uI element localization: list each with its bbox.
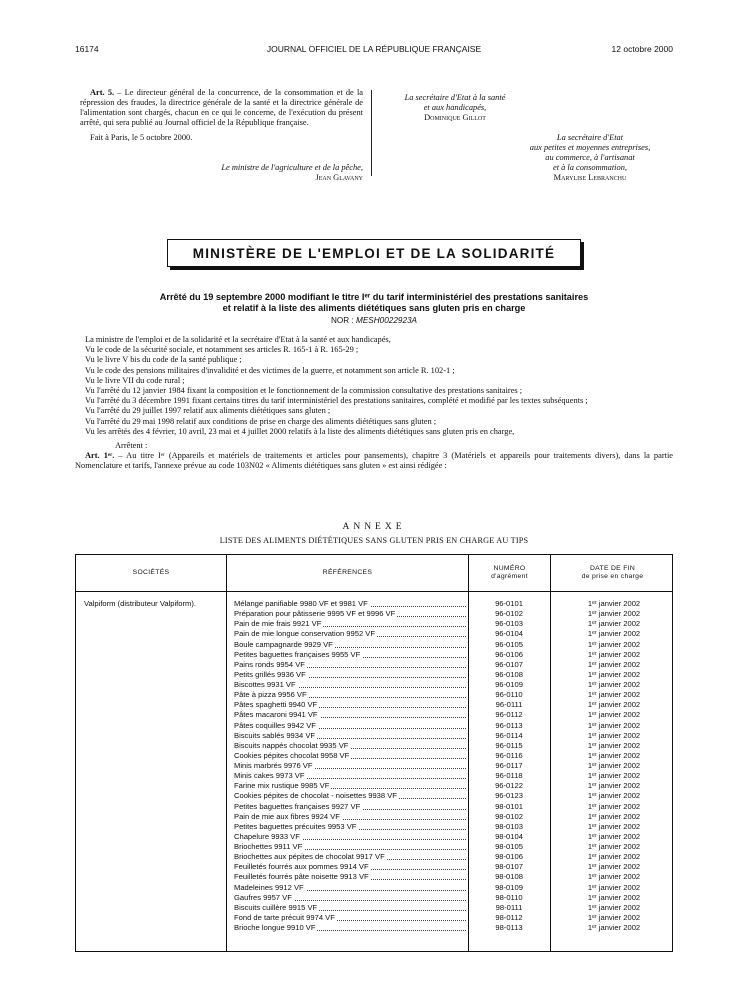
table-row (76, 650, 674, 660)
article-5-paragraph (80, 88, 363, 128)
annexe-title: ANNEXE (342, 522, 406, 532)
table-row (76, 791, 674, 801)
visa-item: Vu l'arrêté du 29 juillet 1997 relatif aux aliments diététiques sans gluten ; (85, 406, 331, 416)
row-date: 1ᵉʳ janvier 2002 (587, 862, 641, 872)
row-numero: 96-0106 (495, 649, 523, 659)
signature-agriculture (80, 163, 363, 183)
row-date: 1ᵉʳ janvier 2002 (587, 781, 641, 791)
table-row (76, 893, 674, 903)
row-reference (234, 680, 466, 690)
column-header-references (227, 555, 468, 591)
arretent: Arrêtent : (115, 441, 148, 451)
table-row (76, 812, 674, 822)
row-numero: 96-0108 (495, 669, 523, 679)
row-numero: 96-0118 (495, 771, 523, 781)
row-reference (234, 731, 466, 741)
nor-reference (90, 316, 658, 325)
issue-date: 12 octobre 2000 (611, 44, 673, 54)
row-date: 1ᵉʳ janvier 2002 (587, 882, 641, 892)
row-reference-label: Minis marbrés 9976 VF (234, 761, 313, 770)
row-numero: 98-0113 (495, 923, 523, 932)
row-numero: 98-0110 (495, 892, 523, 902)
row-reference-label: Petites baguettes précuites 9953 VF (234, 821, 357, 831)
row-reference (234, 609, 466, 619)
table-row (76, 680, 674, 690)
table-row (76, 660, 674, 670)
table-row (76, 599, 674, 609)
row-reference-label: Cookies pépites chocolat 9958 VF (234, 750, 350, 760)
row-reference-label: Pains ronds 9954 VF (234, 659, 305, 669)
row-reference-label: Biscuits nappés chocolat 9935 VF (234, 740, 349, 750)
row-numero: 96-0109 (495, 680, 523, 689)
table-row (76, 822, 674, 832)
row-reference (234, 781, 466, 791)
annexe-subtitle: LISTE DES ALIMENTS DIÉTÉTIQUES SANS GLUTEN PRIS EN CHARGE AU TIPS (219, 536, 529, 545)
row-numero: 96-0111 (495, 700, 523, 710)
table-rows (76, 599, 674, 933)
row-reference (234, 619, 466, 629)
table-row (76, 731, 674, 741)
signature-handicap (380, 93, 530, 123)
row-numero: 98-0106 (495, 852, 523, 862)
company-name: Valpiform (distributeur Valpiform). (84, 599, 196, 608)
row-reference (234, 629, 466, 639)
row-reference-label: Feuilletés fourrés pâte noisette 9913 VF (234, 872, 369, 882)
row-date: 1ᵉʳ janvier 2002 (587, 740, 641, 750)
row-reference (234, 791, 466, 801)
row-reference-label: Briochettes 9911 VF (234, 842, 303, 851)
table-row (76, 852, 674, 862)
row-reference (234, 832, 466, 842)
column-header-date (551, 555, 674, 591)
row-date: 1ᵉʳ janvier 2002 (587, 852, 641, 862)
row-reference (234, 812, 466, 822)
row-date: 1ᵉʳ janvier 2002 (587, 609, 641, 619)
column-header-numero-line-1: NUMÉRO (493, 565, 526, 572)
signature-agriculture-name: Jean Glavany (315, 173, 363, 182)
row-date: 1ᵉʳ janvier 2002 (587, 619, 641, 629)
row-reference-label: Biscottes 9931 VF (234, 680, 296, 689)
table-row (76, 761, 674, 771)
row-date: 1ᵉʳ janvier 2002 (587, 923, 641, 932)
signature-pme-title-3: au commerce, à l'artisanat (545, 153, 635, 162)
row-reference-label: Pâtes macaroni 9941 VF (234, 710, 318, 720)
row-date: 1ᵉʳ janvier 2002 (587, 771, 641, 781)
row-numero: 98-0111 (495, 902, 523, 912)
row-reference-label: Biscuits cuillère 9915 VF (234, 902, 318, 912)
column-header-numero (469, 555, 550, 591)
table-row (76, 862, 674, 872)
article-5-label: Art. 5. (90, 88, 115, 97)
row-reference-label: Feuilletés fourrés aux pommes 9914 VF (234, 862, 369, 872)
row-reference-label: Gaufres 9957 VF (234, 892, 292, 902)
table-row (76, 721, 674, 731)
column-header-date-line-2: de prise en charge (581, 573, 644, 580)
row-date: 1ᵉʳ janvier 2002 (587, 649, 641, 659)
row-numero: 98-0105 (495, 842, 523, 851)
table-row (76, 832, 674, 842)
row-reference-label: Petites baguettes françaises 9955 VF (234, 649, 361, 659)
visa-item: Vu le livre VII du code rural ; (85, 375, 185, 385)
row-date: 1ᵉʳ janvier 2002 (587, 842, 641, 851)
visa-item: Vu le code de la sécurité sociale, et notamment ses articles R. 165-1 à R. 165-29 ; (85, 345, 359, 355)
row-date: 1ᵉʳ janvier 2002 (587, 710, 641, 720)
table-row (76, 670, 674, 680)
row-date: 1ᵉʳ janvier 2002 (587, 791, 641, 801)
table-row (76, 903, 674, 913)
row-date: 1ᵉʳ janvier 2002 (587, 892, 641, 902)
table-row (76, 640, 674, 650)
intro-paragraph: La ministre de l'emploi et de la solidarité et la secrétaire d'Etat à la santé et aux handicapés, (85, 335, 391, 344)
article-5-text: – Le directeur général de la concurrence, de la consommation et de la répression des fraudes, la directrice générale de la santé et la directrice générale de l'alimentation sont chargés, chacun en ce qui le concerne, de l'exécution du présent arrêté, qui sera publié au Journal officiel de la République française. (80, 88, 363, 127)
signature-agriculture-title: Le ministre de l'agriculture et de la pêche, (221, 163, 363, 172)
row-reference-label: Boule campagnarde 9929 VF (234, 639, 333, 649)
article-1-text: – Au titre Iᵉʳ (Appareils et matériels de traitements et articles pour pansements), chapitre 3 (Matériels et appareils pour traitements divers), dans la partie Nomenclature et tarifs, l'annexe prévue au code 103N02 « Aliments diététiques sans gluten » est ainsi rédigée : (75, 451, 673, 471)
row-numero: 96-0114 (495, 730, 523, 740)
row-reference (234, 670, 466, 680)
row-date: 1ᵉʳ janvier 2002 (587, 599, 641, 608)
page-header (75, 44, 673, 56)
journal-title: JOURNAL OFFICIEL DE LA RÉPUBLIQUE FRANÇAISE (266, 44, 482, 54)
row-reference-label: Biscuits sablés 9934 VF (234, 730, 316, 740)
page-number: 16174 (75, 44, 99, 54)
row-reference (234, 923, 466, 933)
table-row (76, 619, 674, 629)
row-date: 1ᵉʳ janvier 2002 (587, 761, 641, 770)
row-numero: 98-0101 (495, 801, 523, 811)
row-numero: 98-0104 (495, 831, 523, 841)
table-row (76, 741, 674, 751)
row-date: 1ᵉʳ janvier 2002 (587, 669, 641, 679)
row-reference (234, 822, 466, 832)
table-row (76, 781, 674, 791)
row-date: 1ᵉʳ janvier 2002 (587, 872, 641, 882)
row-reference-label: Farine mix rustique 9985 VF (234, 781, 330, 791)
row-reference-label: Madeleines 9912 VF (234, 882, 304, 892)
table-row (76, 629, 674, 639)
row-reference (234, 761, 466, 771)
row-reference-label: Préparation pour pâtisserie 9995 VF et 9996 VF (234, 609, 396, 619)
arrete-title-line-2: et relatif à la liste des aliments diététiques sans gluten pris en charge (222, 303, 526, 313)
row-date: 1ᵉʳ janvier 2002 (587, 912, 641, 922)
row-reference (234, 660, 466, 670)
row-date: 1ᵉʳ janvier 2002 (587, 902, 641, 912)
table-row (76, 700, 674, 710)
row-date: 1ᵉʳ janvier 2002 (587, 811, 641, 821)
row-reference (234, 862, 466, 872)
table-row (76, 883, 674, 893)
row-date: 1ᵉʳ janvier 2002 (587, 801, 641, 811)
row-reference (234, 883, 466, 893)
column-header-references-label: RÉFÉRENCES (322, 569, 373, 576)
row-reference (234, 599, 466, 609)
signature-handicap-title-2: et aux handicapés, (423, 103, 487, 112)
signature-pme-title-1: La secrétaire d'Etat (556, 133, 624, 142)
row-numero: 98-0103 (495, 821, 523, 831)
table-row (76, 872, 674, 882)
row-numero: 96-0110 (495, 690, 523, 700)
signature-pme-title-2: aux petites et moyennes entreprises, (529, 143, 651, 152)
row-numero: 96-0107 (495, 659, 523, 669)
row-reference-label: Petites baguettes françaises 9927 VF (234, 801, 361, 811)
row-date: 1ᵉʳ janvier 2002 (587, 690, 641, 700)
table-row (76, 913, 674, 923)
row-numero: 98-0102 (495, 811, 523, 821)
row-numero: 96-0116 (495, 750, 523, 760)
column-header-societes-label: SOCIÉTÉS (132, 569, 170, 576)
row-date: 1ᵉʳ janvier 2002 (587, 680, 641, 689)
row-reference (234, 842, 466, 852)
row-reference-label: Pâtes coquilles 9942 VF (234, 720, 316, 730)
row-reference-label: Pain de mie longue conservation 9952 VF (234, 629, 375, 639)
row-reference-label: Pâte à pizza 9956 VF (234, 690, 307, 700)
ministry-heading: MINISTÈRE DE L'EMPLOI ET DE LA SOLIDARITÉ (167, 239, 581, 267)
row-reference-label: Brioche longue 9910 VF (234, 923, 316, 932)
row-reference (234, 852, 466, 862)
table-row (76, 771, 674, 781)
arrete-title-line-1: Arrêté du 19 septembre 2000 modifiant le titre Iᵉʳ du tarif interministériel des prestations sanitaires (159, 292, 589, 302)
row-date: 1ᵉʳ janvier 2002 (587, 750, 641, 760)
visa-item: Vu l'arrêté du 29 mai 1998 relatif aux conditions de prise en charge des aliments diététiques sans gluten ; (85, 416, 437, 426)
signature-handicap-title-1: La secrétaire d'Etat à la santé (404, 93, 506, 102)
row-reference (234, 640, 466, 650)
signature-pme-name: Marylise Lebranchu (553, 173, 627, 182)
row-reference-label: Pain de mie frais 9921 VF (234, 619, 322, 629)
table-row (76, 923, 674, 933)
table-row (76, 710, 674, 720)
signature-pme-title-4: et à la consommation, (553, 163, 627, 172)
row-reference (234, 802, 466, 812)
row-numero: 96-0112 (495, 710, 523, 720)
column-header-date-line-1: DATE DE FIN (589, 565, 636, 572)
column-divider (371, 90, 372, 176)
row-reference-label: Fond de tarte précuit 9974 VF (234, 912, 335, 922)
row-reference (234, 893, 466, 903)
row-reference-label: Minis cakes 9973 VF (234, 771, 305, 781)
row-date: 1ᵉʳ janvier 2002 (587, 821, 641, 831)
row-numero: 98-0108 (495, 872, 523, 882)
row-numero: 96-0101 (495, 599, 523, 608)
row-numero: 96-0123 (495, 791, 523, 801)
article-5 (80, 88, 363, 143)
row-reference (234, 741, 466, 751)
visa-item: Vu le code des pensions militaires d'invalidité et des victimes de la guerre, et notamment son article R. 102-1 ; (85, 365, 455, 375)
row-date: 1ᵉʳ janvier 2002 (587, 629, 641, 639)
column-header-societes (76, 555, 226, 591)
row-numero: 96-0104 (495, 629, 523, 639)
visa-item: Vu l'arrêté du 12 janvier 1984 fixant la composition et le fonctionnement de la commission consultative des prestations sanitaires ; (85, 386, 523, 396)
row-date: 1ᵉʳ janvier 2002 (587, 639, 641, 649)
table-row (76, 842, 674, 852)
column-header-numero-line-2: d'agrément (491, 573, 528, 580)
row-reference-label: Pain de mie aux fibres 9924 VF (234, 811, 340, 821)
row-numero: 96-0103 (495, 619, 523, 629)
row-reference-label: Petits grillés 9936 VF (234, 669, 306, 679)
table-row (76, 751, 674, 761)
row-reference-label: Mélange panifiable 9980 VF et 9981 VF (234, 599, 368, 608)
row-date: 1ᵉʳ janvier 2002 (587, 831, 641, 841)
row-reference-label: Pâtes spaghetti 9940 VF (234, 700, 318, 710)
row-reference-label: Chapelure 9933 VF (234, 831, 300, 841)
row-numero: 98-0112 (495, 912, 523, 922)
row-numero: 98-0107 (495, 862, 523, 872)
visa-item: Vu le livre V bis du code de la santé publique ; (85, 355, 242, 365)
article-1-label: Art. 1ᵉʳ. (85, 451, 115, 461)
row-reference-label: Briochettes aux pépites de chocolat 9917 VF (234, 852, 385, 862)
row-reference (234, 721, 466, 731)
row-reference-label: Cookies pépites de chocolat - noisettes 9938 VF (234, 791, 397, 801)
table-row (76, 690, 674, 700)
row-reference (234, 913, 466, 923)
row-numero: 96-0117 (495, 761, 523, 770)
row-numero: 96-0115 (495, 740, 523, 750)
arrete-body (75, 335, 673, 472)
nor-label: NOR : (330, 316, 357, 325)
row-numero: 96-0122 (495, 781, 523, 791)
row-numero: 96-0113 (495, 720, 523, 730)
visas-list (75, 345, 673, 437)
row-reference (234, 751, 466, 761)
table-row (76, 802, 674, 812)
article-1 (75, 451, 673, 471)
row-reference (234, 771, 466, 781)
row-reference (234, 710, 466, 720)
fait-a-paris: Fait à Paris, le 5 octobre 2000. (90, 133, 193, 142)
signature-pme (500, 133, 680, 183)
table-header-divider (76, 591, 672, 592)
arrete-title (90, 292, 658, 314)
row-reference (234, 700, 466, 710)
signature-handicap-name: Dominique Gillot (424, 113, 486, 122)
visa-item: Vu les arrêtés des 4 février, 10 avril, 23 mai et 4 juillet 2000 relatifs à la liste des aliments diététiques sans gluten pris en charge, (85, 426, 515, 436)
row-reference (234, 650, 466, 660)
row-date: 1ᵉʳ janvier 2002 (587, 700, 641, 710)
row-numero: 96-0105 (495, 639, 523, 649)
row-reference (234, 690, 466, 700)
row-reference (234, 903, 466, 913)
aliments-table (75, 554, 673, 952)
nor-code: MESH0022923A (356, 316, 418, 325)
row-numero: 96-0102 (495, 609, 523, 619)
table-row (76, 609, 674, 619)
visa-item: Vu l'arrêté du 3 décembre 1991 fixant certains titres du tarif interministériel des prestations sanitaires, complété et modifié par les textes subséquents ; (85, 396, 588, 406)
row-date: 1ᵉʳ janvier 2002 (587, 720, 641, 730)
row-numero: 98-0109 (495, 882, 523, 892)
row-date: 1ᵉʳ janvier 2002 (587, 659, 641, 669)
row-reference (234, 872, 466, 882)
row-date: 1ᵉʳ janvier 2002 (587, 730, 641, 740)
